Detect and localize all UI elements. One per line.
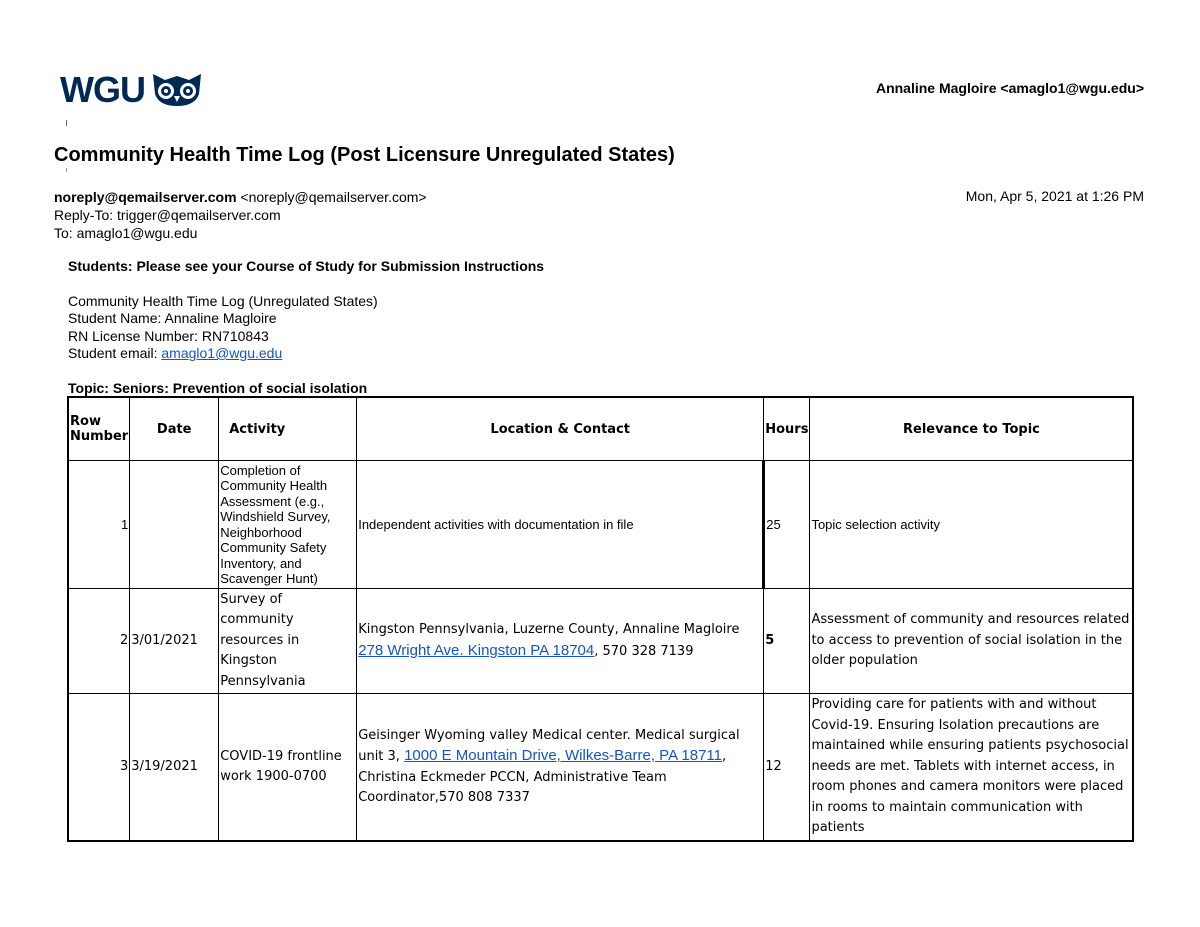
student-email-label: Student email: — [68, 345, 162, 361]
email-body — [68, 258, 544, 363]
location-contact: , 570 328 7139 — [594, 643, 694, 659]
cell-location — [357, 694, 764, 842]
cell-activity: Completion of Community Health Assessment (e.g., Windshield Survey, Neighborhood Community Safety Inventory, and Scavenger Hunt) — [219, 461, 357, 589]
address-link[interactable]: 278 Wright Ave. Kingston PA 18704 — [358, 641, 595, 659]
cell-relevance: Providing care for patients with and without Covid-19. Ensuring Isolation precautions are maintained while ensuring patients psychosocial needs are met. Tablets with internet access, in room phones and camera monitors were placed in rooms to maintain communication with patients — [810, 694, 1134, 842]
divider-mark — [66, 120, 67, 126]
cell-hours: 12 — [764, 694, 810, 842]
time-log-table — [67, 396, 1134, 842]
header-date: Date — [130, 397, 219, 461]
sender-full: <noreply@qemailserver.com> — [240, 189, 427, 205]
student-email-link[interactable]: amaglo1@wgu.edu — [161, 345, 283, 361]
license-number: RN License Number: RN710843 — [68, 327, 269, 344]
cell-activity: COVID-19 frontline work 1900-0700 — [219, 694, 357, 842]
to-line: To: amaglo1@wgu.edu — [54, 225, 198, 241]
cell-row-number: 2 — [68, 589, 130, 694]
address-link[interactable]: 1000 E Mountain Drive, Wilkes-Barre, PA 18711 — [404, 747, 723, 764]
divider-mark — [66, 168, 67, 172]
owl-icon — [151, 72, 203, 108]
cell-date — [130, 461, 219, 589]
cell-relevance: Assessment of community and resources related to access to prevention of social isolation in the older population — [810, 589, 1134, 694]
header-relevance: Relevance to Topic — [810, 397, 1134, 461]
cell-hours: 25 — [764, 461, 810, 589]
cell-row-number: 3 — [68, 694, 130, 842]
email-subject: Community Health Time Log (Post Licensure Unregulated States) — [54, 144, 675, 166]
cell-location: Independent activities with documentation in file — [357, 461, 764, 589]
cell-date: 3/01/2021 — [130, 589, 219, 694]
sender-line — [54, 188, 427, 206]
student-email — [68, 345, 544, 363]
cell-location — [357, 589, 764, 694]
location-text: Geisinger Wyoming valley Medical center. Medical surgical unit 3, — [358, 727, 740, 764]
instructions: Students: Please see your Course of Study for Submission Instructions — [68, 258, 545, 274]
cell-row-number: 1 — [68, 461, 130, 589]
cell-activity: Survey of community resources in Kingston Pennsylvania — [219, 589, 357, 694]
table-row — [68, 694, 1133, 842]
location-contact: , Christina Eckmeder PCCN, Administrative Team Coordinator,570 808 7337 — [358, 749, 727, 805]
logo-text: WGU — [60, 69, 145, 110]
table-row — [68, 461, 1133, 589]
student-name: Student Name: Annaline Magloire — [68, 310, 277, 326]
header-location: Location & Contact — [357, 397, 764, 461]
table-row — [68, 589, 1133, 694]
email-meta — [54, 188, 427, 242]
header-hours: Hours — [764, 397, 810, 461]
cell-relevance: Topic selection activity — [810, 461, 1134, 589]
table-header-row — [68, 397, 1133, 461]
cell-hours: 5 — [764, 589, 810, 694]
cell-date: 3/19/2021 — [130, 694, 219, 842]
header-row-number: Row Number — [68, 397, 130, 461]
account-name: Annaline Magloire <amaglo1@wgu.edu> — [875, 80, 1144, 96]
sender-address[interactable]: noreply@qemailserver.com — [54, 189, 237, 205]
wgu-logo — [60, 70, 203, 110]
reply-to: Reply-To: trigger@qemailserver.com — [54, 207, 281, 223]
log-title: Community Health Time Log (Unregulated States) — [68, 292, 378, 309]
topic: Topic: Seniors: Prevention of social isolation — [68, 380, 368, 396]
header-activity: Activity — [219, 397, 357, 461]
email-date: Mon, Apr 5, 2021 at 1:26 PM — [965, 188, 1144, 204]
location-text: Kingston Pennsylvania, Luzerne County, Annaline Magloire — [358, 622, 740, 637]
